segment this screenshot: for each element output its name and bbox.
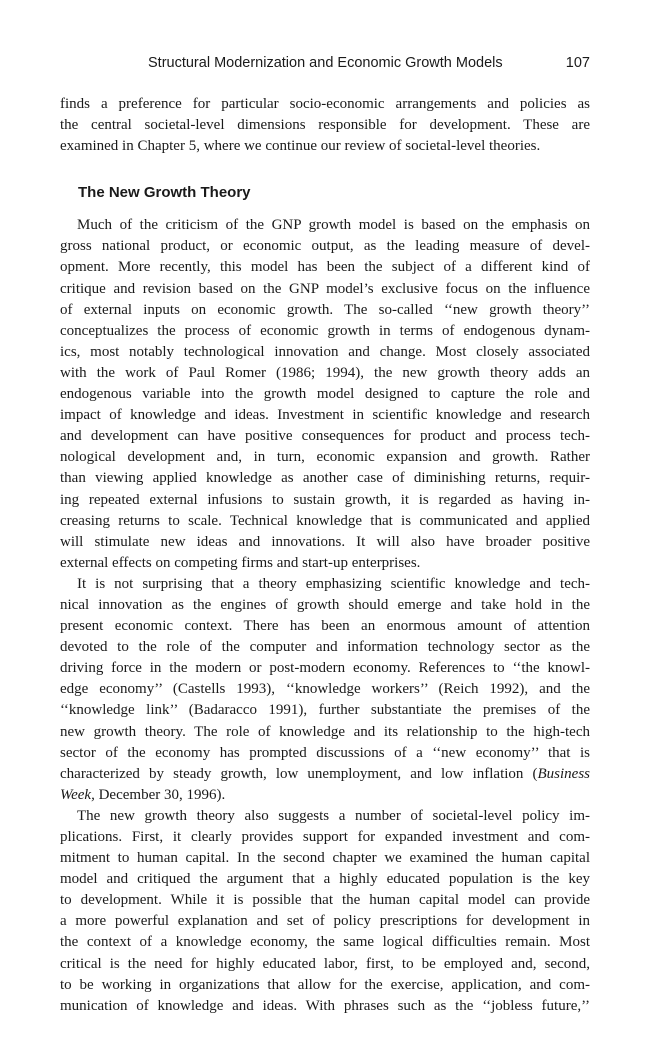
text-line: nical innovation as the engines of growth should emerge and take hold in the bbox=[60, 596, 590, 613]
text-line: to development. While it is possible that the human capital model can provide bbox=[60, 892, 590, 909]
text-line: conceptualizes the process of economic growth in terms of endogenous dynam- bbox=[60, 322, 590, 339]
text-line: ics, most notably technological innovation and change. Most closely associated bbox=[60, 343, 590, 360]
text-line: nological development and, in turn, economic expansion and growth. Rather bbox=[60, 449, 590, 466]
text-line: new growth theory. The role of knowledge and its relationship to the high-tech bbox=[60, 723, 590, 740]
text-line: examined in Chapter 5, where we continue our review of societal-level theories. bbox=[60, 138, 541, 155]
text-line: munication of knowledge and ideas. With phrases such as the ‘‘jobless future,’’ bbox=[60, 997, 590, 1014]
text-segment: characterized by steady growth, low unemployment, and low inflation ( bbox=[60, 765, 538, 782]
text-line: with the work of Paul Romer (1986; 1994), the new growth theory adds an bbox=[60, 364, 590, 381]
text-line: model and critiqued the argument that a highly educated population is the key bbox=[60, 871, 590, 888]
text-line: finds a preference for particular socio-economic arrangements and policies as bbox=[60, 96, 590, 112]
text-line: critique and revision based on the GNP model’s exclusive focus on the influence bbox=[60, 280, 590, 297]
text-line: ‘‘knowledge link’’ (Badaracco 1991), further substantiate the premises of the bbox=[60, 702, 590, 719]
page-number: 107 bbox=[565, 55, 590, 71]
text-line bbox=[60, 764, 590, 785]
section-heading: The New Growth Theory bbox=[78, 184, 251, 202]
text-line: creasing returns to scale. Technical knowledge that is communicated and applied bbox=[60, 512, 590, 529]
text-line: endogenous variable into the growth model designed to capture the role and bbox=[60, 386, 590, 403]
text-line: the central societal-level dimensions responsible for development. These are bbox=[60, 117, 590, 134]
text-line: external effects on competing firms and start-up enterprises. bbox=[60, 554, 421, 571]
running-title: Structural Modernization and Economic Growth Models bbox=[148, 55, 503, 71]
text-line: edge economy’’ (Castells 1993), ‘‘knowledge workers’’ (Reich 1992), and the bbox=[60, 681, 590, 698]
text-line: critical is the need for highly educated labor, first, to be employed and, second, bbox=[60, 955, 590, 972]
text-line: plications. First, it clearly provides support for expanded investment and com- bbox=[60, 829, 590, 845]
text-line: impact of knowledge and ideas. Investment in scientific knowledge and research bbox=[60, 407, 590, 424]
body-text bbox=[60, 94, 590, 1017]
text-line: opment. More recently, this model has been the subject of a different kind of bbox=[60, 259, 590, 276]
text-line: It is not surprising that a theory emphasizing scientific knowledge and tech- bbox=[77, 575, 590, 592]
text-line: a more powerful explanation and set of policy prescriptions for development in bbox=[60, 913, 590, 930]
text-line: sector of the economy has prompted discussions of a ‘‘new economy’’ that is bbox=[60, 744, 590, 761]
text-line: driving force in the modern or post-modern economy. References to ‘‘the knowl- bbox=[60, 660, 590, 677]
journal-title: Week, bbox=[60, 786, 95, 803]
text-line: present economic context. There has been an enormous amount of attention bbox=[60, 618, 590, 635]
text-line: and development can have positive consequences for product and process tech- bbox=[60, 428, 590, 445]
text-line bbox=[60, 785, 590, 806]
text-line: to be working in organizations that allow for the exercise, application, and com- bbox=[60, 976, 590, 993]
text-line: The new growth theory also suggests a number of societal-level policy im- bbox=[77, 807, 590, 824]
text-line: the context of a knowledge economy, the same logical difficulties remain. Most bbox=[60, 934, 590, 951]
text-line: ing repeated external infusions to sustain growth, it is regarded as having in- bbox=[60, 491, 590, 508]
intro-paragraph bbox=[60, 94, 590, 157]
text-line: of external inputs on economic growth. The so-called ‘‘new growth theory’’ bbox=[60, 301, 590, 318]
text-line: Much of the criticism of the GNP growth model is based on the emphasis on bbox=[77, 217, 590, 234]
body-paragraph bbox=[60, 215, 590, 574]
text-line: gross national product, or economic output, as the leading measure of devel- bbox=[60, 238, 590, 255]
text-line: devoted to the role of the computer and information technology sector as the bbox=[60, 639, 590, 656]
text-line: mitment to human capital. In the second chapter we examined the human capital bbox=[60, 850, 590, 867]
text-line: than viewing applied knowledge as another case of diminishing returns, requir- bbox=[60, 470, 590, 487]
running-header bbox=[60, 55, 590, 75]
body-paragraph bbox=[60, 806, 590, 1017]
text-line: will stimulate new ideas and innovations. It will also have broader positive bbox=[60, 533, 590, 550]
body-paragraph bbox=[60, 574, 590, 806]
journal-title: Business bbox=[537, 765, 590, 782]
text-segment: December 30, 1996). bbox=[94, 786, 226, 803]
